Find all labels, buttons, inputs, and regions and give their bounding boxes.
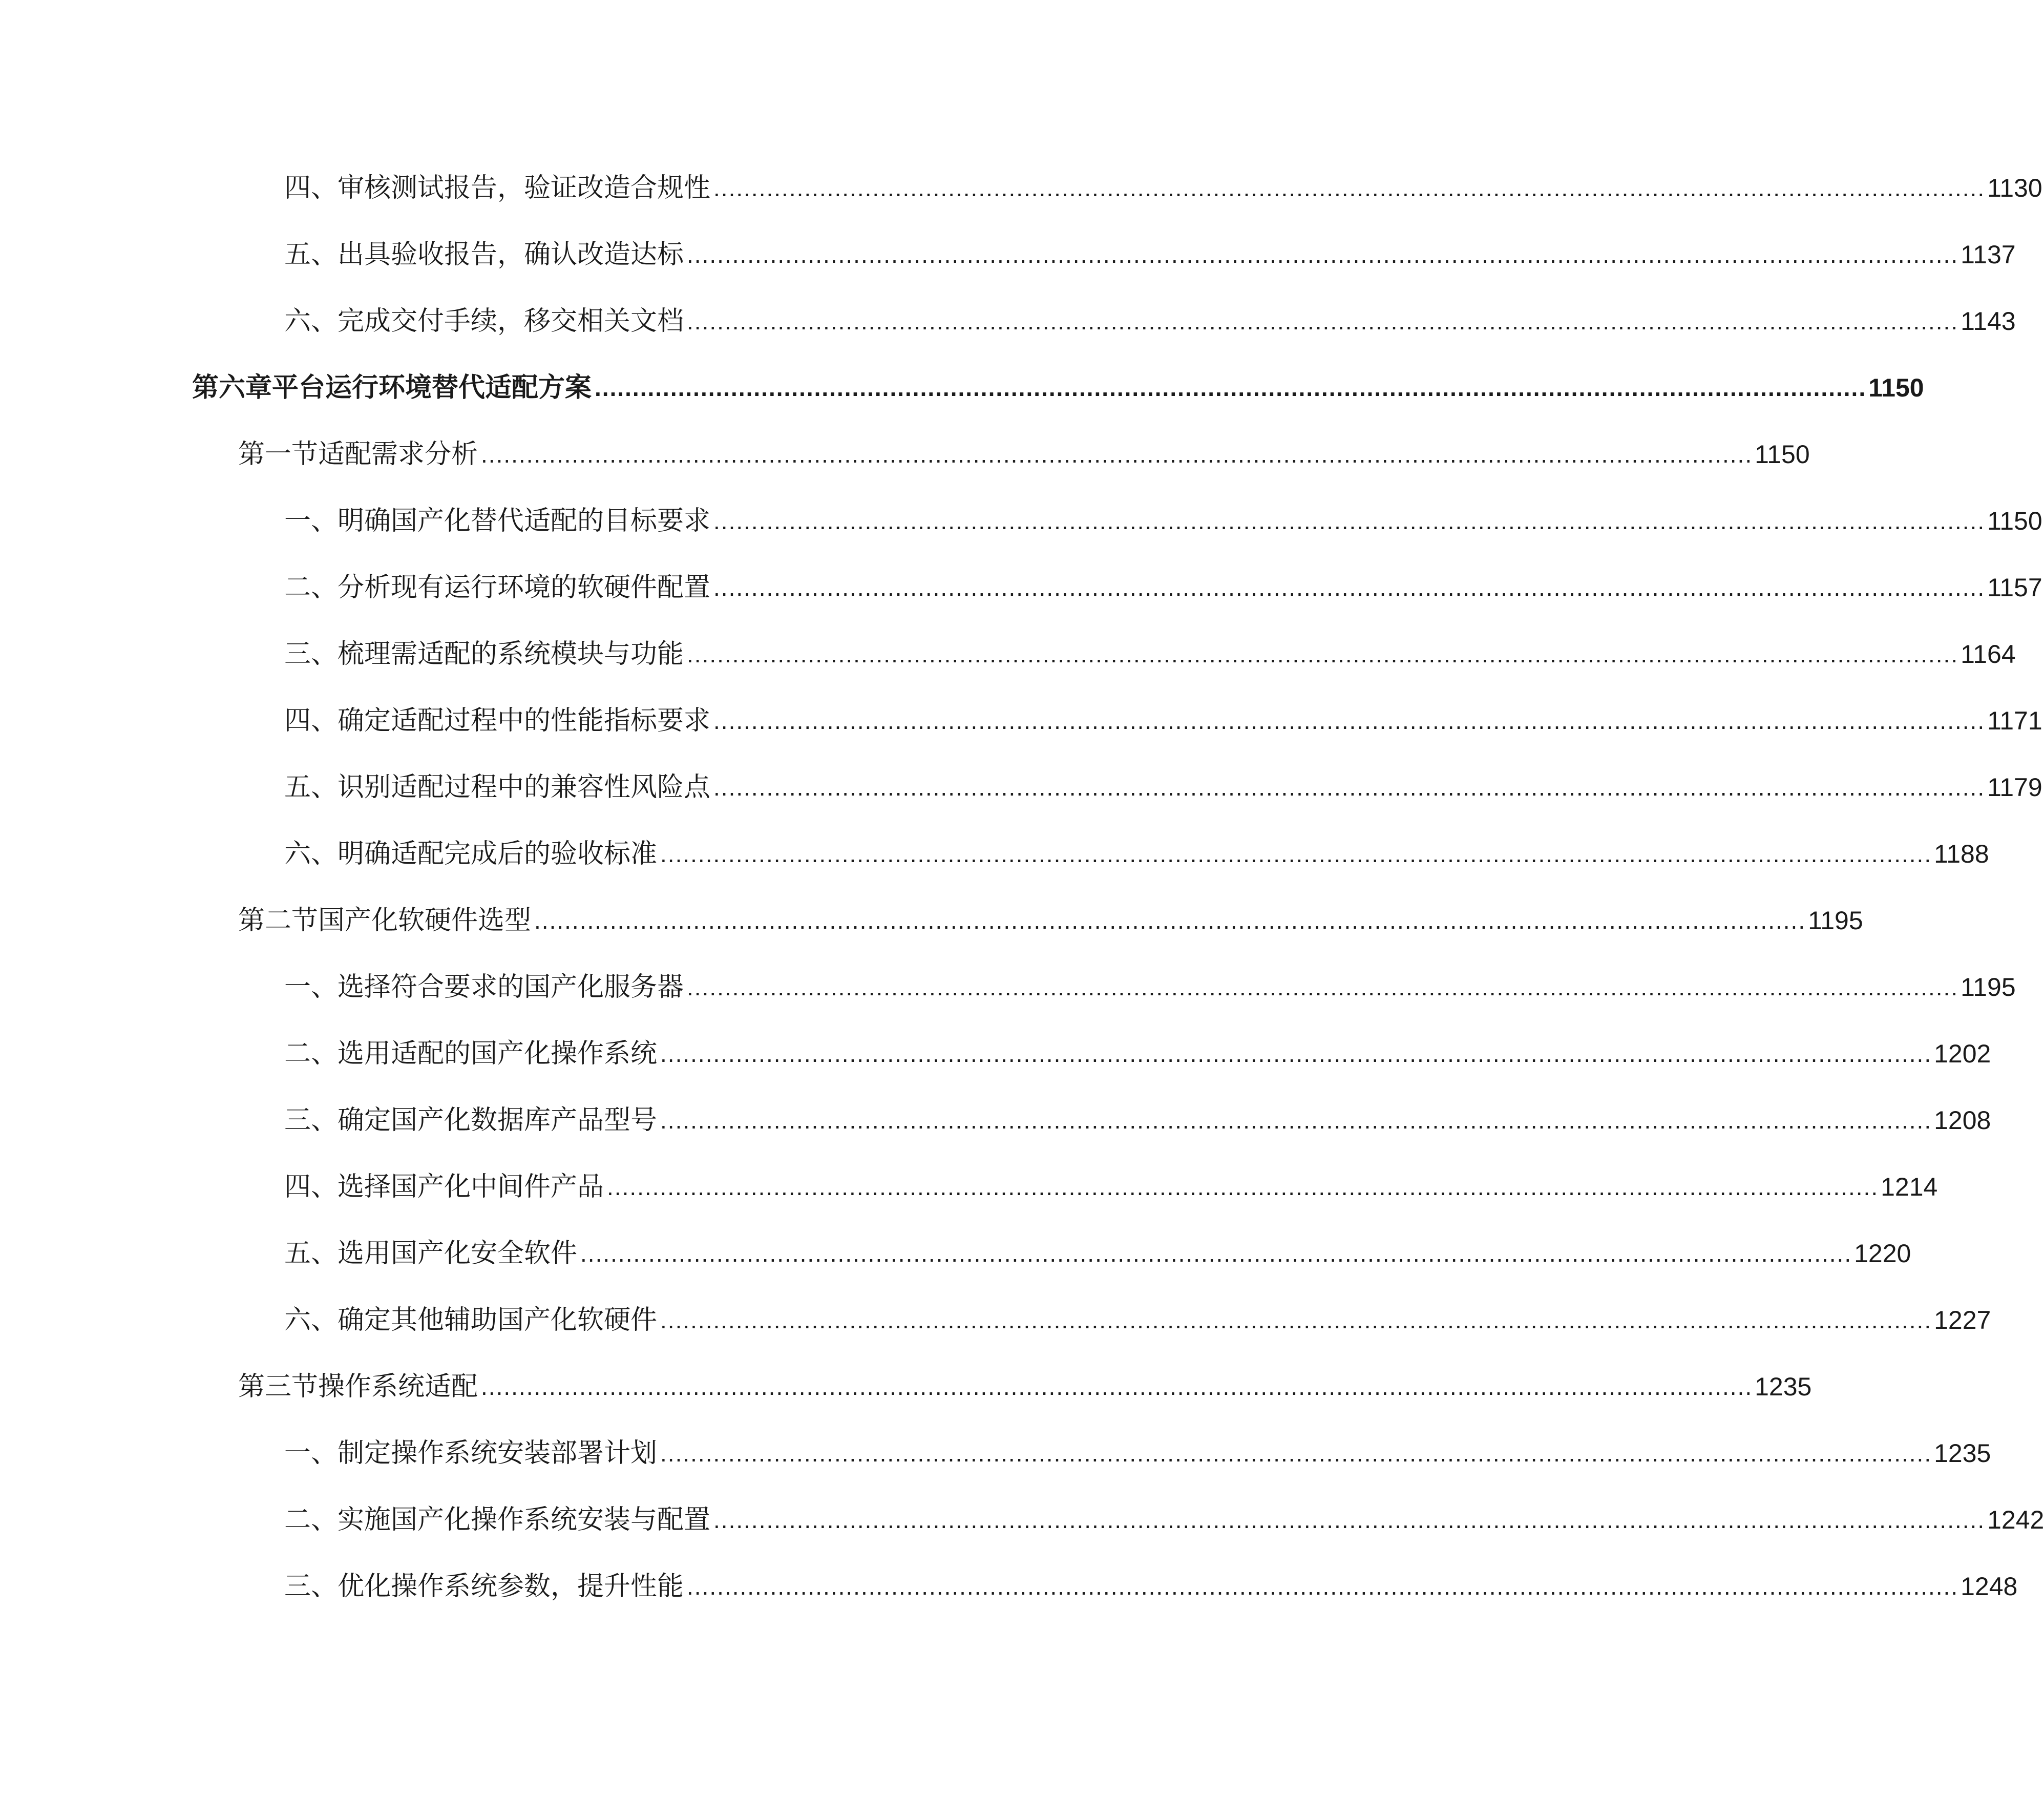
toc-entry[interactable] [284, 500, 2042, 541]
toc-entry-title: 五、出具验收报告，确认改造达标 [284, 239, 684, 270]
dot-leader: ........................................................................................................................................................................ [595, 374, 1867, 401]
toc-entry-title: 一、制定操作系统安装部署计划 [284, 1438, 658, 1469]
toc-entry[interactable] [284, 767, 2042, 808]
toc-entry-title: 四、选择国产化中间件产品 [284, 1172, 604, 1202]
dot-leader: ........................................................................................................................................................................ [687, 641, 1959, 667]
toc-entry-title: 第六章平台运行环境替代适配方案 [192, 372, 592, 403]
toc-entry[interactable] [284, 168, 2042, 208]
toc-entry-page: 1188 [1934, 840, 1989, 868]
toc-entry[interactable] [284, 700, 2042, 741]
toc-entry-page: 1195 [1961, 973, 2016, 1001]
toc-entry[interactable] [284, 301, 2016, 342]
toc-entry-title: 第三节操作系统适配 [238, 1371, 478, 1402]
toc-entry-title: 第二节国产化软硬件选型 [238, 905, 532, 936]
dot-leader: ........................................................................................................................................................................ [660, 1307, 1932, 1333]
toc-section-entry[interactable] [238, 434, 1810, 475]
toc-entry-page: 1208 [1934, 1106, 1991, 1135]
toc-entry-page: 1248 [1961, 1572, 2018, 1601]
toc-entry-title: 二、选用适配的国产化操作系统 [284, 1038, 658, 1069]
toc-entry[interactable] [284, 1433, 1991, 1474]
toc-entry-page: 1164 [1961, 640, 2016, 668]
toc-entry[interactable] [284, 1233, 1911, 1274]
dot-leader: ........................................................................................................................................................................ [713, 1507, 1986, 1533]
dot-leader: ........................................................................................................................................................................ [687, 308, 1959, 335]
toc-entry-title: 四、审核测试报告，验证改造合规性 [284, 173, 711, 203]
dot-leader: ........................................................................................................................................................................ [607, 1174, 1879, 1200]
toc-entry-page: 1150 [1755, 440, 1810, 469]
dot-leader: ........................................................................................................................................................................ [660, 841, 1932, 867]
toc-entry-title: 三、优化操作系统参数，提升性能 [284, 1571, 684, 1602]
toc-entry[interactable] [284, 967, 2016, 1008]
toc-entry-page: 1179 [1987, 773, 2042, 802]
toc-entry-title: 二、分析现有运行环境的软硬件配置 [284, 572, 711, 603]
toc-entry-title: 六、确定其他辅助国产化软硬件 [284, 1305, 658, 1335]
toc-entry-page: 1227 [1934, 1306, 1991, 1334]
toc-chapter-entry[interactable] [192, 367, 1924, 408]
toc-entry-page: 1150 [1987, 507, 2042, 535]
dot-leader: ........................................................................................................................................................................ [713, 574, 1986, 601]
toc-entry-page: 1195 [1808, 906, 1863, 935]
toc-entry-page: 1130 [1987, 174, 2042, 202]
toc-entry[interactable] [284, 1033, 1991, 1074]
toc-entry-title: 三、确定国产化数据库产品型号 [284, 1105, 658, 1136]
toc-section-entry[interactable] [238, 1366, 1812, 1407]
toc-entry[interactable] [284, 567, 2042, 608]
dot-leader: ........................................................................................................................................................................ [713, 774, 1986, 801]
toc-entry-title: 一、选择符合要求的国产化服务器 [284, 972, 684, 1002]
toc-entry-page: 1150 [1868, 373, 1924, 402]
toc-entry-page: 1202 [1934, 1039, 1991, 1068]
dot-leader: ........................................................................................................................................................................ [580, 1240, 1852, 1267]
dot-leader: ........................................................................................................................................................................ [660, 1440, 1932, 1467]
dot-leader: ........................................................................................................................................................................ [534, 907, 1806, 934]
dot-leader: ........................................................................................................................................................................ [660, 1040, 1932, 1067]
toc-entry-title: 二、实施国产化操作系统安装与配置 [284, 1505, 711, 1535]
dot-leader: ........................................................................................................................................................................ [713, 175, 1986, 201]
toc-entry[interactable] [284, 1166, 1938, 1207]
toc-entry-title: 一、明确国产化替代适配的目标要求 [284, 506, 711, 536]
toc-entry-page: 1143 [1961, 307, 2016, 336]
dot-leader: ........................................................................................................................................................................ [481, 1373, 1753, 1400]
toc-entry-page: 1137 [1961, 240, 2016, 269]
toc-entry-title: 六、明确适配完成后的验收标准 [284, 839, 658, 869]
dot-leader: ........................................................................................................................................................................ [687, 974, 1959, 1000]
toc-section-entry[interactable] [238, 900, 1863, 941]
toc-entry-page: 1242 [1987, 1506, 2044, 1534]
toc-entry[interactable] [284, 1499, 2044, 1540]
dot-leader: ........................................................................................................................................................................ [687, 241, 1959, 268]
toc-entry[interactable] [284, 833, 1989, 874]
dot-leader: ........................................................................................................................................................................ [687, 1573, 1959, 1600]
toc-entry-title: 三、梳理需适配的系统模块与功能 [284, 639, 684, 670]
toc-entry-title: 五、识别适配过程中的兼容性风险点 [284, 772, 711, 803]
dot-leader: ........................................................................................................................................................................ [713, 508, 1986, 534]
dot-leader: ........................................................................................................................................................................ [660, 1107, 1932, 1134]
toc-entry-page: 1220 [1854, 1239, 1911, 1268]
dot-leader: ........................................................................................................................................................................ [481, 441, 1753, 468]
toc-entry[interactable] [284, 1566, 2018, 1607]
toc-entry-title: 六、完成交付手续，移交相关文档 [284, 306, 684, 337]
toc-entry[interactable] [284, 234, 2016, 275]
dot-leader: ........................................................................................................................................................................ [713, 707, 1986, 734]
toc-entry[interactable] [284, 1100, 1991, 1141]
toc-entry-page: 1235 [1755, 1372, 1812, 1401]
toc-entry-page: 1171 [1987, 706, 2042, 735]
toc-entry-title: 五、选用国产化安全软件 [284, 1238, 578, 1269]
toc-entry[interactable] [284, 1300, 1991, 1341]
toc-entry-page: 1235 [1934, 1439, 1991, 1468]
toc-entry-title: 第一节适配需求分析 [238, 439, 478, 470]
toc-entry-page: 1214 [1881, 1173, 1938, 1201]
toc-entry-title: 四、确定适配过程中的性能指标要求 [284, 705, 711, 736]
toc-entry-page: 1157 [1987, 573, 2042, 602]
toc-entry[interactable] [284, 634, 2016, 675]
